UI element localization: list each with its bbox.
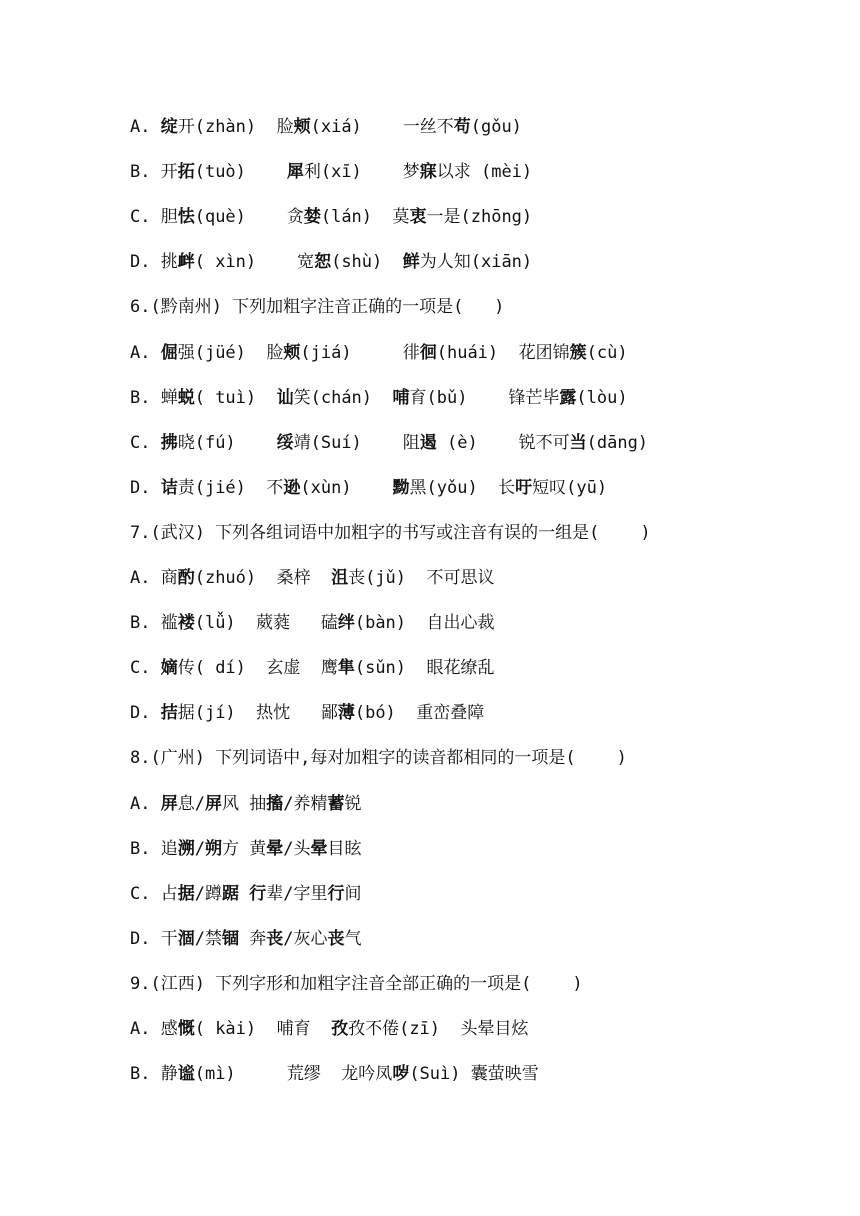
text-segment: /灰心 <box>283 929 328 949</box>
bold-char: 屏 <box>160 794 178 814</box>
bold-char: 寐 <box>419 162 437 182</box>
bold-char: 拮 <box>160 703 178 723</box>
text-segment: 孜不倦(zī) 头晕目炫 <box>348 1019 529 1039</box>
text-segment: 风 抽 <box>221 794 267 814</box>
bold-char: 讪 <box>276 388 294 408</box>
bold-char: 溯 <box>177 839 195 859</box>
bold-char: 恕 <box>314 252 332 272</box>
text-segment: ( xìn) 宽 <box>194 252 315 272</box>
text-segment: A. 感 <box>130 1019 178 1039</box>
text-segment: (cù) <box>586 343 628 363</box>
bold-char: 隼 <box>337 658 355 678</box>
text-line <box>130 387 820 409</box>
text-line <box>130 793 820 815</box>
bold-char: 当 <box>569 433 587 453</box>
bold-char: 簇 <box>569 343 587 363</box>
bold-char: 绥 <box>276 433 294 453</box>
text-segment: 7.(武汉) 下列各组词语中加粗字的书写或注音有误的一组是( ) <box>130 523 651 543</box>
text-segment: (bàn) 自出心裁 <box>354 613 495 633</box>
text-line <box>130 342 820 364</box>
bold-char: 酌 <box>177 568 195 588</box>
text-segment: /禁 <box>194 929 222 949</box>
text-segment: 利(xī) 梦 <box>303 162 420 182</box>
text-segment: B. 蝉 <box>130 388 178 408</box>
bold-char: 丧 <box>266 929 284 949</box>
text-segment: 一是(zhōng) <box>426 207 533 227</box>
text-segment: B. 静 <box>130 1064 178 1084</box>
bold-char: 慨 <box>177 1019 195 1039</box>
text-segment: 靖(Suí) 阻 <box>293 433 420 453</box>
text-segment: (lǚ) 葳蕤 磕 <box>194 613 338 633</box>
text-segment: 8.(广州) 下列词语中,每对加粗字的读音都相同的一项是( ) <box>130 748 627 768</box>
bold-char: 孜 <box>331 1019 349 1039</box>
bold-char: 晕 <box>310 839 328 859</box>
text-segment: 据(jí) 热忱 鄙 <box>177 703 338 723</box>
text-line <box>130 116 820 138</box>
text-segment: 为人知(xiān) <box>419 252 533 272</box>
bold-char: 衅 <box>177 252 195 272</box>
text-segment: ( tuì) <box>194 388 277 408</box>
text-line <box>130 747 820 769</box>
text-segment: C. <box>130 658 161 678</box>
text-segment: D. <box>130 478 161 498</box>
text-segment: 传( dí) 玄虚 鹰 <box>177 658 338 678</box>
bold-char: 锢 <box>221 929 239 949</box>
bold-char: 遏 <box>419 433 437 453</box>
text-segment: 奔 <box>238 929 267 949</box>
text-segment: (huái) 花团锦 <box>436 343 570 363</box>
text-segment: C. <box>130 433 161 453</box>
bold-char: 诘 <box>160 478 178 498</box>
text-segment: (zhuó) 桑梓 <box>194 568 332 588</box>
text-segment: 黑(yǒu) 长 <box>409 478 516 498</box>
text-line <box>130 477 820 499</box>
text-segment: (lòu) <box>576 388 628 408</box>
bold-char: 搐 <box>266 794 284 814</box>
text-segment: (gǒu) <box>470 117 522 137</box>
text-segment <box>239 884 249 904</box>
bold-char: 鲜 <box>402 252 420 272</box>
bold-char: 行 <box>327 884 345 904</box>
bold-char: 褛 <box>177 613 195 633</box>
text-segment: (lán) 莫 <box>320 207 410 227</box>
text-segment: (xiá) 一丝不 <box>310 117 454 137</box>
text-segment: B. 褴 <box>130 613 178 633</box>
bold-char: 哺 <box>392 388 410 408</box>
text-segment: (sǔn) 眼花缭乱 <box>354 658 495 678</box>
text-segment: D. 挑 <box>130 252 178 272</box>
text-segment: C. 胆 <box>130 207 178 227</box>
text-line <box>130 1063 820 1085</box>
bold-char: 谧 <box>177 1064 195 1084</box>
text-segment: D. 干 <box>130 929 178 949</box>
bold-char: 逊 <box>283 478 301 498</box>
bold-char: 行 <box>249 884 267 904</box>
text-segment: 气 <box>344 929 362 949</box>
bold-char: 晕 <box>266 839 284 859</box>
text-segment: 育(bǔ) 锋芒毕 <box>409 388 560 408</box>
text-segment: C. 占 <box>130 884 178 904</box>
text-segment: (shù) <box>331 252 403 272</box>
bold-char: 拓 <box>177 162 195 182</box>
text-line <box>130 251 820 273</box>
text-line <box>130 522 820 544</box>
text-line <box>130 161 820 183</box>
text-segment: 辈/字里 <box>266 884 328 904</box>
bold-char: 丧 <box>327 929 345 949</box>
bold-char: 颊 <box>293 117 311 137</box>
text-line <box>130 206 820 228</box>
text-segment: (è) 锐不可 <box>436 433 570 453</box>
bold-char: 沮 <box>331 568 349 588</box>
text-segment: A. <box>130 343 161 363</box>
text-segment: ( kài) 哺育 <box>194 1019 332 1039</box>
text-line <box>130 883 820 905</box>
bold-char: 吁 <box>515 478 533 498</box>
text-segment: 目眩 <box>327 839 362 859</box>
text-segment: B. 开 <box>130 162 178 182</box>
bold-char: 朔 <box>204 839 222 859</box>
bold-char: 绊 <box>337 613 355 633</box>
bold-char: 露 <box>559 388 577 408</box>
text-segment: (tuò) <box>194 162 287 182</box>
bold-char: 婪 <box>303 207 321 227</box>
text-segment: (dāng) <box>586 433 649 453</box>
text-segment: 9.(江西) 下列字形和加粗字注音全部正确的一项是( ) <box>130 974 583 994</box>
text-segment: 丧(jǔ) 不可思议 <box>348 568 495 588</box>
bold-char: 绽 <box>160 117 178 137</box>
bold-char: 衷 <box>409 207 427 227</box>
bold-char: 苟 <box>453 117 471 137</box>
text-line <box>130 567 820 589</box>
bold-char: 拂 <box>160 433 178 453</box>
text-segment: 锐 <box>344 794 362 814</box>
text-segment: 责(jié) 不 <box>177 478 284 498</box>
text-segment: /养精 <box>283 794 328 814</box>
text-segment: 间 <box>344 884 362 904</box>
text-segment: 6.(黔南州) 下列加粗字注音正确的一项是( ) <box>130 297 505 317</box>
text-segment: (xùn) <box>300 478 393 498</box>
text-segment: A. <box>130 117 161 137</box>
text-segment: / <box>194 839 205 859</box>
text-segment: 晓(fú) <box>177 433 277 453</box>
text-segment: 短叹(yū) <box>532 478 608 498</box>
bold-char: 嫡 <box>160 658 178 678</box>
text-line <box>130 973 820 995</box>
text-segment: /头 <box>283 839 311 859</box>
bold-char: 犀 <box>286 162 304 182</box>
text-line <box>130 1018 820 1040</box>
bold-char: 薄 <box>337 703 355 723</box>
text-segment: A. <box>130 794 161 814</box>
bold-char: 哕 <box>392 1064 410 1084</box>
text-segment: /蹲 <box>194 884 222 904</box>
text-line <box>130 296 820 318</box>
text-segment: 强(jüé) 脸 <box>177 343 284 363</box>
text-line <box>130 928 820 950</box>
text-segment: A. 商 <box>130 568 178 588</box>
bold-char: 徊 <box>419 343 437 363</box>
text-segment: 以求 (mèi) <box>436 162 533 182</box>
text-segment: 息/ <box>177 794 205 814</box>
text-segment: (què) 贪 <box>194 207 304 227</box>
text-segment: B. 追 <box>130 839 178 859</box>
bold-char: 涸 <box>177 929 195 949</box>
bold-char: 屏 <box>204 794 222 814</box>
text-segment: 笑(chán) <box>293 388 393 408</box>
bold-char: 颊 <box>283 343 301 363</box>
bold-char: 怯 <box>177 207 195 227</box>
text-segment: (jiá) 徘 <box>300 343 420 363</box>
text-segment: 开(zhàn) 脸 <box>177 117 294 137</box>
text-line <box>130 432 820 454</box>
text-line <box>130 838 820 860</box>
bold-char: 蜕 <box>177 388 195 408</box>
bold-char: 踞 <box>221 884 239 904</box>
text-segment: (Suì) 囊萤映雪 <box>409 1064 539 1084</box>
bold-char: 蓄 <box>327 794 345 814</box>
text-segment: 方 黄 <box>221 839 267 859</box>
text-segment: (mì) 荒缪 龙吟凤 <box>194 1064 393 1084</box>
text-line <box>130 702 820 724</box>
bold-char: 黝 <box>392 478 410 498</box>
text-line <box>130 612 820 634</box>
text-line <box>130 657 820 679</box>
bold-char: 倔 <box>160 343 178 363</box>
text-segment: (bó) 重峦叠障 <box>354 703 485 723</box>
bold-char: 据 <box>177 884 195 904</box>
text-segment: D. <box>130 703 161 723</box>
